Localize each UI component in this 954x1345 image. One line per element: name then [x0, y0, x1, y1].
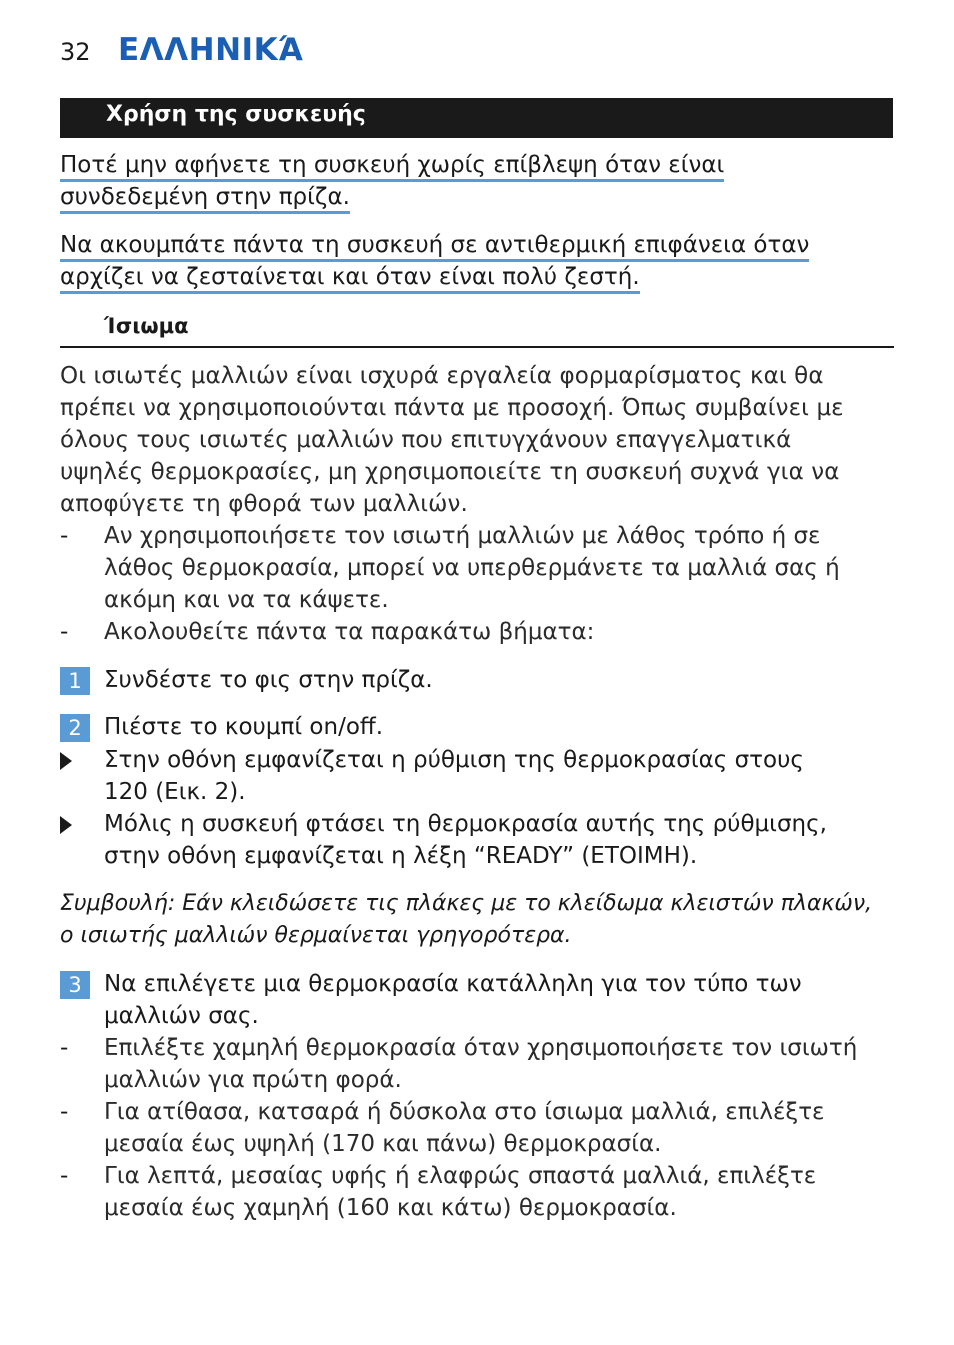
tip-line: Συμβουλή: Εάν κλειδώσετε τις πλάκες με το κλείδωμα κλειστών πλακών, [60, 891, 873, 916]
result-bullet-icon [60, 816, 72, 834]
step-3-line: Να επιλέγετε μια θερμοκρασία κατάλληλη για τον τύπο των [104, 971, 802, 997]
page-number: 32 [60, 38, 91, 66]
step-number-3: 3 [60, 971, 90, 999]
dash-marker: - [60, 1035, 69, 1061]
dash-marker: - [60, 523, 69, 549]
intro-paragraph [60, 360, 844, 520]
tip-line: ο ισιωτής μαλλιών θερμαίνεται γρηγορότερα. [60, 923, 572, 948]
dash-line: μεσαία έως χαμηλή (160 και κάτω) θερμοκρασία. [104, 1195, 677, 1221]
dash-line: ακόμη και να τα κάψετε. [104, 587, 389, 613]
intro-line: υψηλές θερμοκρασίες, μη χρησιμοποιείτε τη συσκευή συχνά για να [60, 459, 840, 485]
warning-1-line-2: συνδεδεμένη στην πρίζα. [60, 183, 350, 214]
warning-1-line-1: Ποτέ μην αφήνετε τη συσκευή χωρίς επίβλεψη όταν είναι [60, 151, 724, 182]
dash-line: Αν χρησιμοποιήσετε τον ισιωτή μαλλιών με λάθος τρόπο ή σε [104, 523, 821, 549]
dash-line: Για λεπτά, μεσαίας υφής ή ελαφρώς σπαστά μαλλιά, επιλέξτε [104, 1163, 817, 1189]
subsection-rule [60, 346, 894, 348]
step-2-text: Πιέστε το κουμπί on/off. [104, 714, 384, 740]
result-line: στην οθόνη εμφανίζεται η λέξη “READY” (ΕΤΟΙΜΗ). [104, 843, 698, 869]
result-2 [104, 808, 827, 872]
section-bar [60, 98, 893, 138]
intro-dash-item-1 [104, 520, 840, 616]
warning-1 [60, 150, 724, 214]
result-line: Στην οθόνη εμφανίζεται η ρύθμιση της θερμοκρασίας στους [104, 747, 804, 773]
intro-line: Οι ισιωτές μαλλιών είναι ισχυρά εργαλεία φορμαρίσματος και θα [60, 363, 824, 389]
step-3-line: μαλλιών σας. [104, 1003, 259, 1029]
step-3-text [104, 968, 802, 1032]
warning-2 [60, 230, 809, 294]
intro-line: αποφύγετε τη φθορά των μαλλιών. [60, 491, 468, 517]
language-title: ΕΛΛΗΝΙΚΆ [118, 32, 304, 68]
intro-dash-item-2 [104, 616, 594, 648]
tip-note [60, 888, 872, 952]
intro-line: όλους τους ισιωτές μαλλιών που επιτυγχάνουν επαγγελματικά [60, 427, 792, 453]
subsection-title: Ίσιωμα [104, 314, 189, 338]
step-number-2: 2 [60, 714, 90, 742]
result-1 [104, 744, 804, 808]
dash-line: μεσαία έως υψηλή (170 και πάνω) θερμοκρασία. [104, 1131, 662, 1157]
step3-dash-item-2 [104, 1096, 825, 1160]
dash-line: Για ατίθασα, κατσαρά ή δύσκολα στο ίσιωμα μαλλιά, επιλέξτε [104, 1099, 825, 1125]
step-number-1: 1 [60, 667, 90, 695]
dash-line: Επιλέξτε χαμηλή θερμοκρασία όταν χρησιμοποιήσετε τον ισιωτή [104, 1035, 858, 1061]
dash-marker: - [60, 619, 69, 645]
result-line: Μόλις η συσκευή φτάσει τη θερμοκρασία αυτής της ρύθμισης, [104, 811, 827, 837]
step3-dash-item-1 [104, 1032, 857, 1096]
step3-dash-item-3 [104, 1160, 816, 1224]
dash-line: λάθος θερμοκρασία, μπορεί να υπερθερμάνετε τα μαλλιά σας ή [104, 555, 840, 581]
dash-marker: - [60, 1163, 69, 1189]
warning-2-line-1: Να ακουμπάτε πάντα τη συσκευή σε αντιθερμική επιφάνεια όταν [60, 231, 809, 262]
dash-line: μαλλιών για πρώτη φορά. [104, 1067, 402, 1093]
dash-marker: - [60, 1099, 69, 1125]
result-line: 120 (Εικ. 2). [104, 779, 246, 805]
intro-line: πρέπει να χρησιμοποιούνται πάντα με προσοχή. Όπως συμβαίνει με [60, 395, 844, 421]
dash-line: Ακολουθείτε πάντα τα παρακάτω βήματα: [104, 619, 595, 645]
step-1-text: Συνδέστε το φις στην πρίζα. [104, 667, 433, 693]
section-title: Χρήση της συσκευής [106, 102, 366, 127]
result-bullet-icon [60, 752, 72, 770]
warning-2-line-2: αρχίζει να ζεσταίνεται και όταν είναι πολύ ζεστή. [60, 263, 640, 294]
